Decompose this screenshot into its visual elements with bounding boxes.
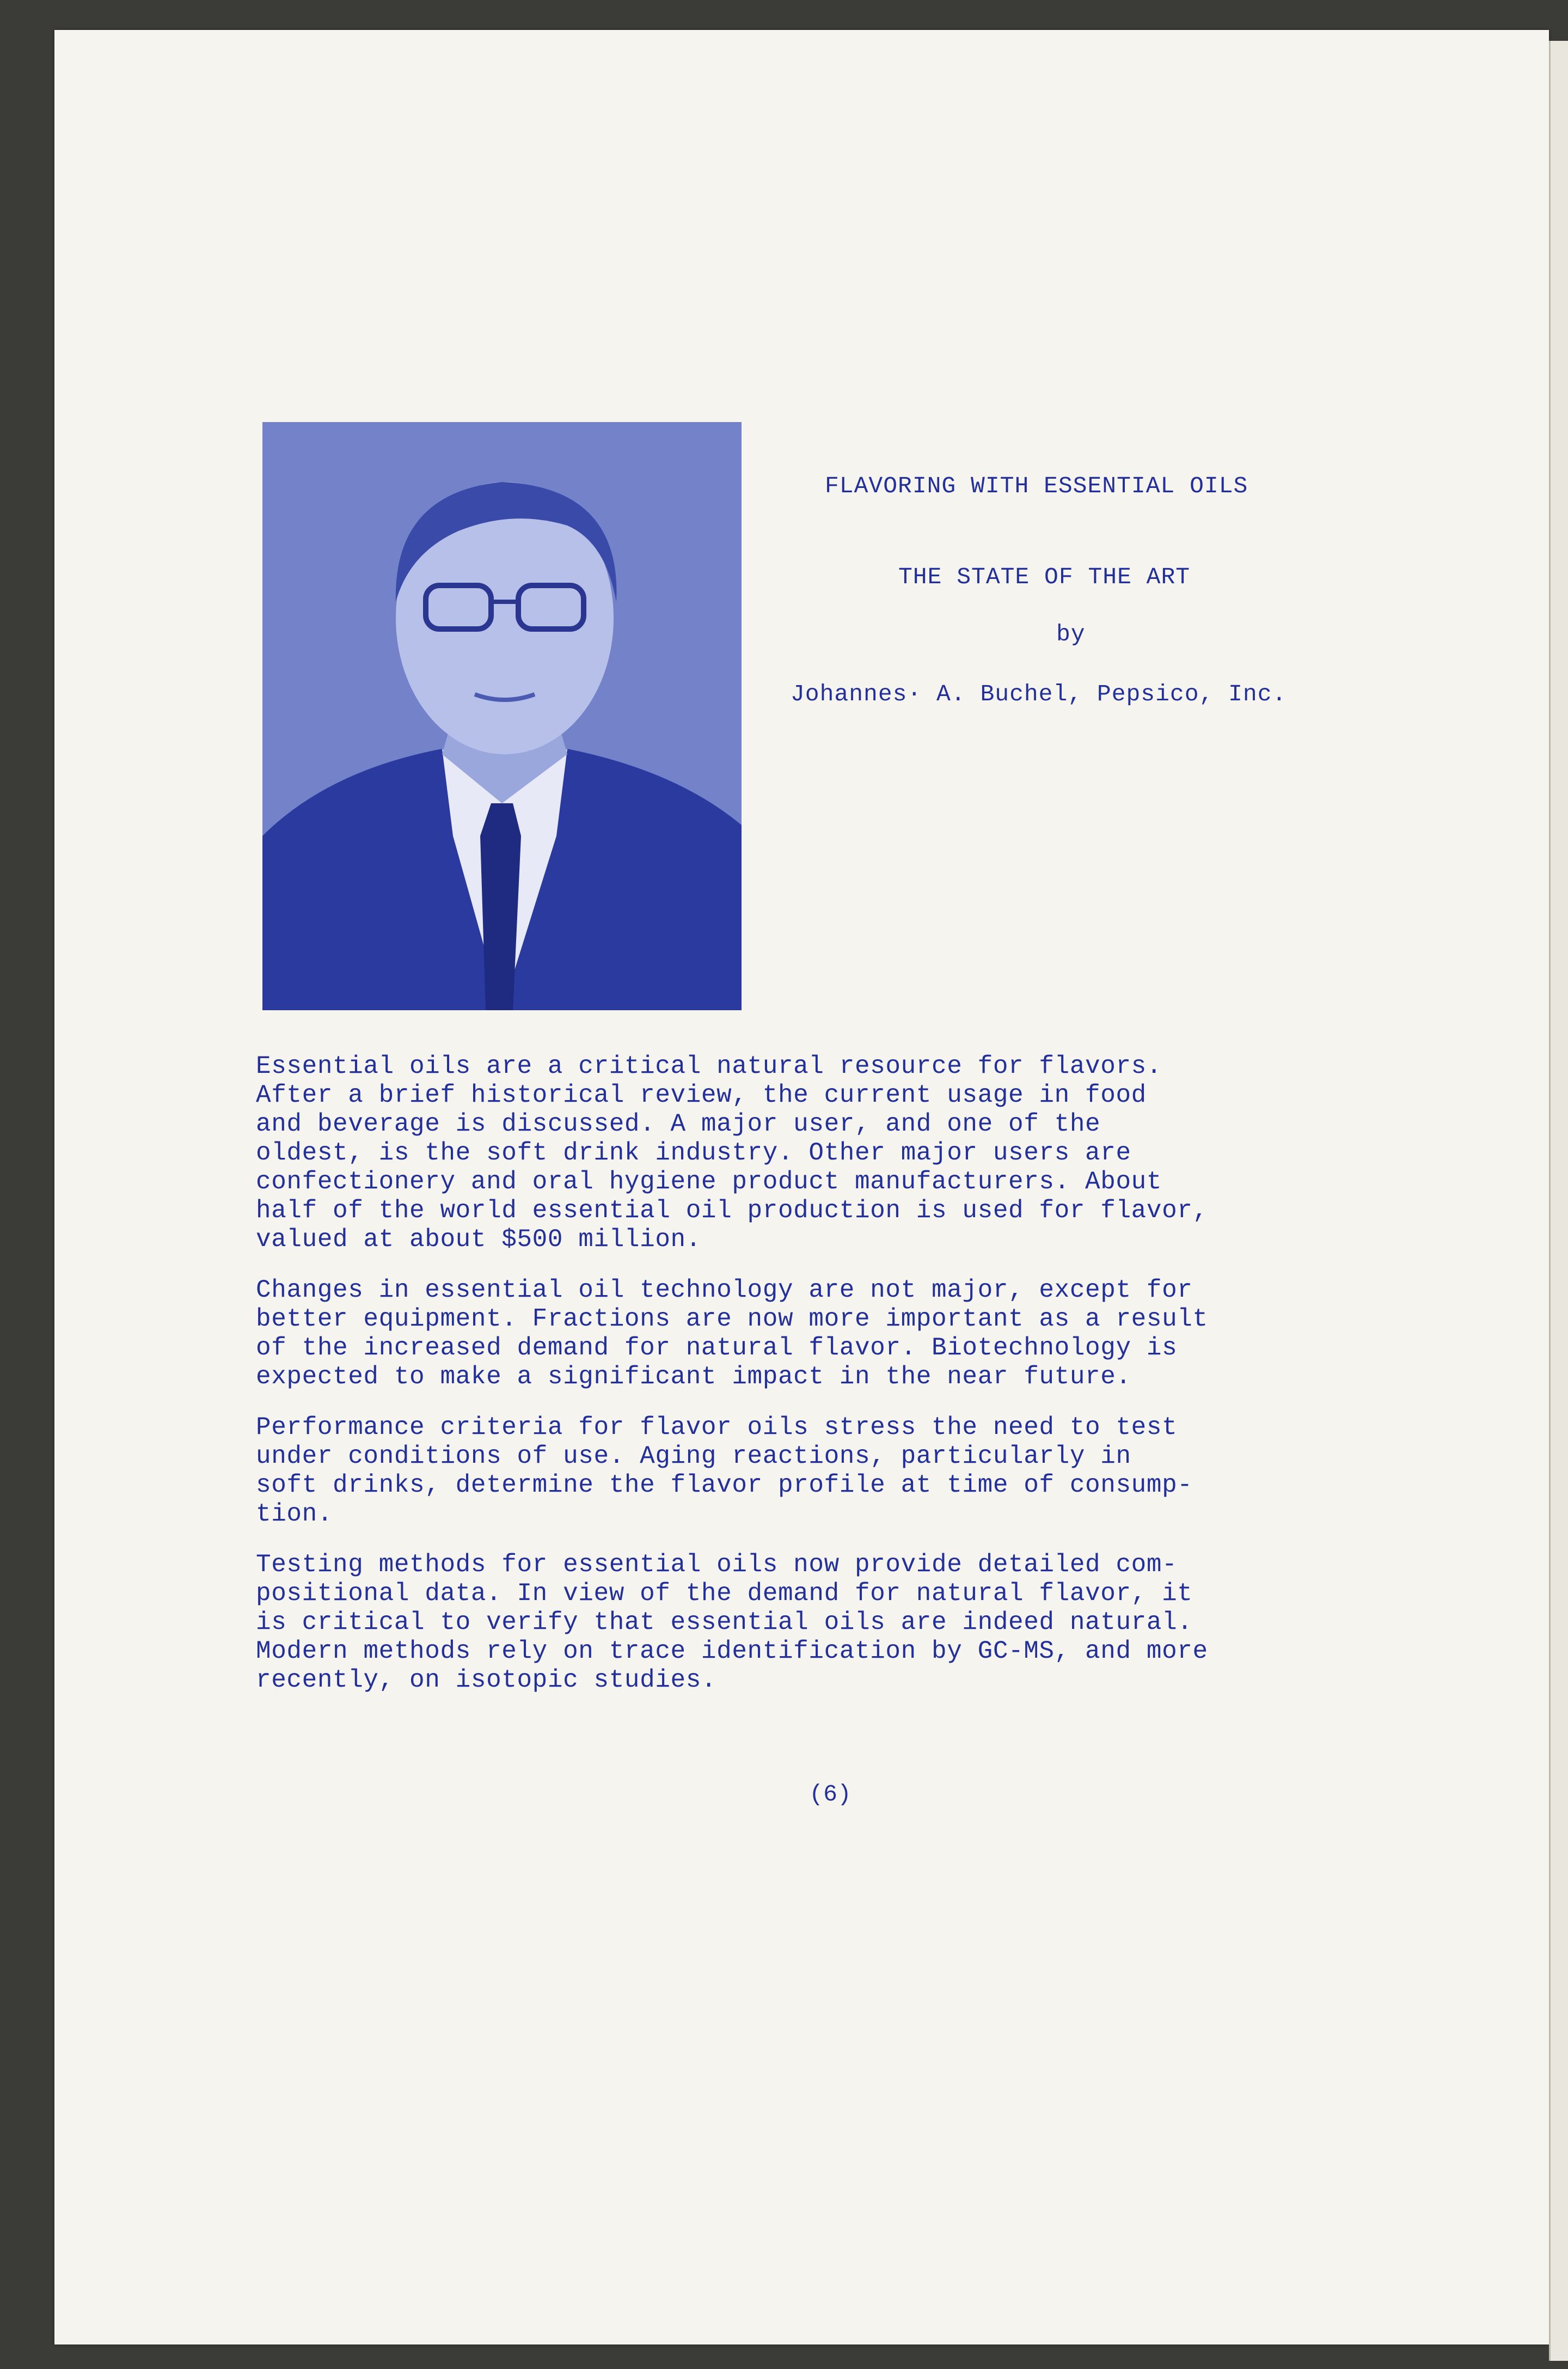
page-number: (6): [809, 1781, 852, 1808]
next-page-edge: [1549, 41, 1568, 2361]
article-subtitle: THE STATE OF THE ART: [898, 564, 1191, 590]
author-affiliation: Johannes· A. Buchel, Pepsico, Inc.: [791, 681, 1287, 707]
portrait-icon: [262, 422, 742, 1010]
paragraph-1: Essential oils are a critical natural resource for flavors. After a brief historical review, the current usage in food and beverage is discussed. A major user, and one of the oldest, is the soft drink industry. Other major users are confectionery and oral hygiene product manufacturers. About half of the world essential oil production is used for flavor, valued at about $500 million.: [256, 1052, 1208, 1254]
paragraph-3: Performance criteria for flavor oils stress the need to test under conditions of use. Aging reactions, particularly in soft drinks, determine the flavor profile at time of consump- tion.: [256, 1413, 1193, 1528]
abstract-body: [256, 1052, 1399, 1717]
byline-by: by: [1056, 621, 1086, 648]
paragraph-2: Changes in essential oil technology are not major, except for better equipment. Fractions are now more important as a result of the increased demand for natural flavor. Biotechnology is expected to make a significant impact in the near future.: [256, 1276, 1208, 1391]
paragraph-4: Testing methods for essential oils now provide detailed com- positional data. In view of the demand for natural flavor, it is critical to verify that essential oils are indeed natural. Modern methods rely on trace identification by GC-MS, and more recently, on isotopic studies.: [256, 1550, 1208, 1694]
article-title: FLAVORING WITH ESSENTIAL OILS: [825, 473, 1248, 499]
author-portrait: [262, 422, 742, 1010]
